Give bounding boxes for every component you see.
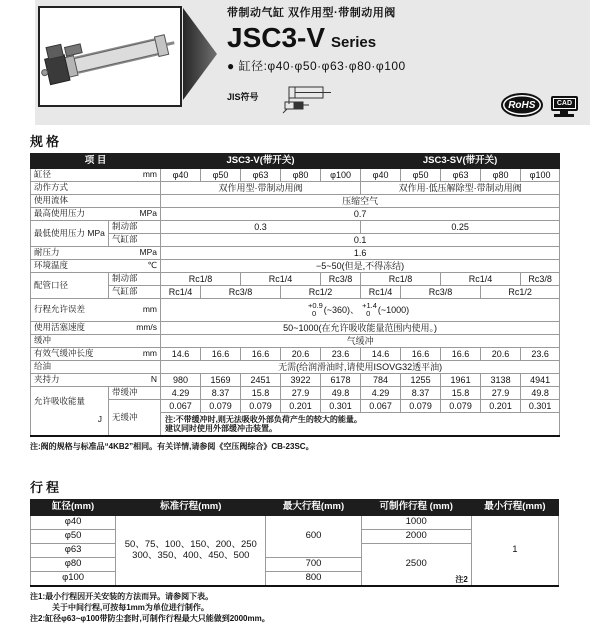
spec-table-val-cell: Rc1/4: [441, 273, 521, 286]
spec-section: [30, 131, 559, 452]
spec-table-val-cell: 0.201: [481, 400, 521, 413]
spec-table-val-cell: 15.8: [441, 387, 481, 400]
spec-table-val-cell: 0.7: [161, 208, 560, 221]
spec-table-val-cell: 27.9: [481, 387, 521, 400]
spec-table-val-cell: Rc1/2: [481, 286, 560, 299]
spec-table-val-cell: 6178: [321, 374, 361, 387]
spec-table-lbl-cell: 最高使用压力 MPa: [31, 208, 161, 221]
stroke-table-val-cell: φ50: [31, 530, 116, 544]
stroke-table-h-cell: 最大行程(mm): [266, 500, 361, 516]
spec-table-val-cell: 16.6: [201, 348, 241, 361]
stroke-table-h-cell: 标准行程(mm): [116, 500, 266, 516]
spec-table-val-cell: 980: [161, 374, 201, 387]
spec-table-sub-cell: 制动部: [109, 221, 161, 234]
spec-table-val-cell: 3922: [281, 374, 321, 387]
jis-symbol-label: JIS符号: [227, 92, 259, 102]
spec-table-val-cell: 27.9: [281, 387, 321, 400]
spec-table-val-cell: 23.6: [321, 348, 361, 361]
cylinder-illustration: [40, 8, 176, 101]
stroke-table-val-cell: φ100: [31, 572, 116, 587]
stroke-table-val-cell: 600: [266, 516, 361, 558]
spec-table-lbl-cell: 缓冲: [31, 335, 161, 348]
note-line: 注2:缸径φ63~φ100带防尘套时,可制作行程最大只能做到2000mm。: [30, 614, 270, 624]
spec-table-val-cell: 1961: [441, 374, 481, 387]
stroke-heading: 行程: [30, 480, 63, 495]
spec-table-val-cell: −5~50(但是,不得冻结): [161, 260, 560, 273]
spec-table-lbl-cell: 最低使用压力 MPa: [31, 221, 109, 247]
spec-table-val-cell: φ63: [241, 169, 281, 182]
jis-pneumatic-symbol-icon: [273, 84, 337, 114]
spec-table-val-cell: 49.8: [321, 387, 361, 400]
spec-table-lbl-cell: 行程允许误差 mm: [31, 299, 161, 322]
spec-table-val-cell: 50~1000(在允许吸收能量范围内使用。): [161, 322, 560, 335]
spec-table-sub-cell: 气缸部: [109, 286, 161, 299]
spec-table-val-cell: φ80: [281, 169, 321, 182]
product-title-line: [227, 22, 527, 54]
spec-footnote: 注:阀的规格与标准品“4KB2”相同。有关详情,请参阅《空压阀综合》CB-23SC。: [30, 442, 314, 452]
spec-table-val-cell: 14.6: [161, 348, 201, 361]
compliance-badges: [501, 93, 578, 117]
stroke-table-val-cell: 2000: [361, 530, 471, 544]
spec-table-val-cell: 4941: [521, 374, 560, 387]
spec-table-val-cell: Rc1/8: [161, 273, 241, 286]
spec-table-val-cell: 20.6: [281, 348, 321, 361]
note-line: 关于中间行程,可按每1mm为单位进行制作。: [52, 603, 209, 613]
spec-table-val-cell: Rc3/8: [201, 286, 281, 299]
spec-table-val-cell: φ63: [441, 169, 481, 182]
spec-table-lbl-cell: 有效气缓冲长度 mm: [31, 348, 161, 361]
spec-table-val-cell: 无需(给润滑油时,请使用ISOVG32透平油): [161, 361, 560, 374]
spec-table-val-cell: Rc3/8: [401, 286, 481, 299]
spec-table-val-cell: 1.6: [161, 247, 560, 260]
stroke-table-h-cell: 最小行程(mm): [471, 500, 558, 516]
header-text-block: [227, 4, 527, 114]
stroke-table-val-cell: φ63: [31, 544, 116, 558]
spec-table-lbl-cell: 夹持力 N: [31, 374, 161, 387]
spec-table-lbl-cell: 给油: [31, 361, 161, 374]
spec-table-val-cell: 4.29: [161, 387, 201, 400]
spec-table-val-cell: 4.29: [361, 387, 401, 400]
cad-badge-label: CAD: [553, 98, 576, 109]
spec-table-lbl-cell: 耐压力 MPa: [31, 247, 161, 260]
stroke-table-val-cell: 50、75、100、150、200、250 300、350、400、450、500: [116, 516, 266, 587]
spec-table-val-cell: 1569: [201, 374, 241, 387]
spec-table-val-cell: 双作用型·带制动用阀: [161, 182, 361, 195]
spec-table-val-cell: 16.6: [401, 348, 441, 361]
spec-table-val-cell: 0.3: [161, 221, 361, 234]
spec-table-val-cell: φ100: [321, 169, 361, 182]
spec-table-val-cell: 49.8: [521, 387, 560, 400]
spec-table-val-cell: Rc3/8: [321, 273, 361, 286]
spec-table-val-cell: 0.067: [361, 400, 401, 413]
spec-table-sub-cell: 气缸部: [109, 234, 161, 247]
spec-table-lbl-cell: 配管口径: [31, 273, 109, 299]
stroke-table-val-cell: 1: [471, 516, 558, 587]
spec-table-val-cell: Rc3/8: [521, 273, 560, 286]
spec-table-h-cell: JSC3-V(带开关): [161, 154, 361, 169]
stroke-table: [30, 499, 559, 587]
spec-table-left-cell: 注:不带缓冲时,则无法吸收外部负荷产生的较大的能量。 建议同时使用外部缓冲击装置。: [161, 413, 560, 437]
spec-table-val-cell: 0.079: [441, 400, 481, 413]
section-arrow-icon: [183, 8, 217, 100]
spec-table-val-cell: 784: [361, 374, 401, 387]
spec-table-sub-cell: 无缓冲: [109, 400, 161, 437]
spec-heading: 规格: [30, 134, 63, 149]
product-image: [38, 6, 182, 107]
spec-table-val-cell: 0.201: [281, 400, 321, 413]
spec-table: [30, 153, 560, 437]
cad-monitor-icon: [551, 96, 578, 111]
spec-table-lbl-cell: 环境温度 ℃: [31, 260, 161, 273]
spec-table-val-cell: 0.079: [201, 400, 241, 413]
product-title-suffix: Series: [331, 34, 377, 51]
spec-table-sub-cell: 带缓冲: [109, 387, 161, 400]
spec-table-val-cell: Rc1/4: [361, 286, 401, 299]
spec-table-val-cell: 压缩空气: [161, 195, 560, 208]
product-subtitle: 带制动气缸 双作用型·带制动用阀: [227, 7, 396, 19]
spec-table-val-cell: 气缓冲: [161, 335, 560, 348]
spec-table-val-cell: 15.8: [241, 387, 281, 400]
spec-table-val-cell: 0.25: [361, 221, 560, 234]
spec-table-lbl-cell: 使用流体: [31, 195, 161, 208]
stroke-table-val-cell: 1000: [361, 516, 471, 530]
spec-table-val-cell: Rc1/2: [281, 286, 361, 299]
stroke-table-val-cell: φ40: [31, 516, 116, 530]
spec-table-val-cell: 16.6: [241, 348, 281, 361]
stroke-table-val2-cell: 2500 注2: [361, 544, 471, 587]
cad-badge: [551, 96, 578, 117]
spec-table-val-cell: 2451: [241, 374, 281, 387]
spec-table-lbl-cell: 缸径 mm: [31, 169, 161, 182]
spec-table-val-cell: 0.079: [401, 400, 441, 413]
spec-table-val-cell: 0.067: [161, 400, 201, 413]
spec-table-val-cell: 16.6: [441, 348, 481, 361]
spec-table-val-cell: 双作用·低压解除型·带制动用阀: [361, 182, 560, 195]
spec-table-val-cell: φ80: [481, 169, 521, 182]
stroke-table-val-cell: φ80: [31, 558, 116, 572]
spec-table-val-cell: φ50: [201, 169, 241, 182]
stroke-section: [30, 477, 559, 625]
stroke-table-val-cell: 800: [266, 572, 361, 587]
spec-table-val-cell: φ100: [521, 169, 560, 182]
spec-table-val-cell: Rc1/4: [161, 286, 201, 299]
rohs-badge: RoHS: [501, 93, 543, 117]
stroke-table-val-cell: 700: [266, 558, 361, 572]
spec-table-val-cell: φ50: [401, 169, 441, 182]
bore-sizes-line: ● 缸径:φ40·φ50·φ63·φ80·φ100: [227, 59, 406, 73]
stroke-table-h-cell: 缸径(mm): [31, 500, 116, 516]
note-line: 注1:最小行程因开关安装的方法而异。请参阅下表。: [30, 592, 214, 601]
spec-table-sub-cell: 制动部: [109, 273, 161, 286]
spec-table-h-cell: JSC3-SV(带开关): [361, 154, 560, 169]
stroke-notes: [30, 591, 559, 625]
spec-table-val-cell: 3138: [481, 374, 521, 387]
spec-table-tol-cell: +0.9 0 (~360)、 +1.4 0 (~1000): [161, 299, 560, 322]
spec-table-val-cell: 1255: [401, 374, 441, 387]
spec-table-h-cell: 项 目: [31, 154, 161, 169]
header-band: [35, 0, 590, 125]
spec-table-val-cell: 23.6: [521, 348, 560, 361]
spec-table-val-cell: 14.6: [361, 348, 401, 361]
spec-table-lbl-cell: 动作方式: [31, 182, 161, 195]
spec-table-val-cell: 0.079: [241, 400, 281, 413]
spec-table-val-cell: Rc1/8: [361, 273, 441, 286]
spec-table-val-cell: 0.301: [521, 400, 560, 413]
spec-table-val-cell: Rc1/4: [241, 273, 321, 286]
spec-table-lbl-cell: 使用活塞速度 mm/s: [31, 322, 161, 335]
spec-table-val-cell: φ40: [161, 169, 201, 182]
spec-table-val-cell: 8.37: [201, 387, 241, 400]
stroke-table-h-cell: 可制作行程 (mm): [361, 500, 471, 516]
jis-symbol-row: [227, 84, 527, 114]
spec-table-val-cell: 8.37: [401, 387, 441, 400]
product-title: JSC3-V: [227, 22, 326, 53]
spec-table-lblv-cell: 允许吸收能量 J: [31, 387, 109, 437]
spec-table-val-cell: 0.1: [161, 234, 560, 247]
cad-monitor-foot: [554, 114, 574, 117]
spec-table-val-cell: φ40: [361, 169, 401, 182]
spec-table-val-cell: 0.301: [321, 400, 361, 413]
spec-table-val-cell: 20.6: [481, 348, 521, 361]
